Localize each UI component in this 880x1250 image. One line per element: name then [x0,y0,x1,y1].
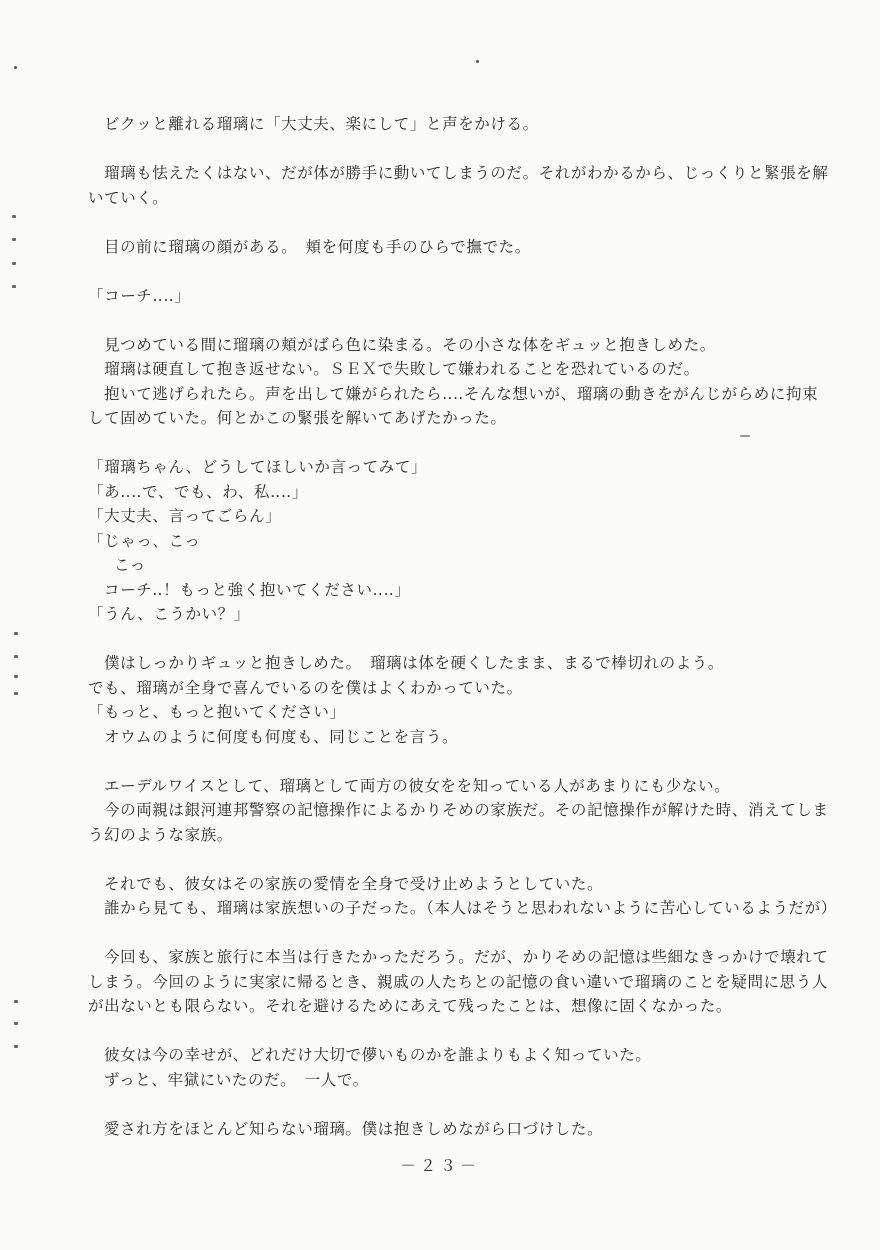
binding-mark [14,675,18,678]
page-number: －２３－ [399,1156,480,1175]
text-line: しまう。今回のように実家に帰るとき、親戚の人たちとの記憶の食い違いで瑠璃のことを疑問に思う人 [88,972,828,991]
binding-mark [12,215,16,218]
text-line: 抱いて逃げられたら。声を出して嫌がられたら‥‥そんな想いが、瑠璃の動きをがんじがらめに拘束 [104,384,819,403]
paragraph-gap [88,137,828,162]
dialogue-line: 「うん、こうかい？」 [88,605,250,623]
text-line: 誰から見ても、瑠璃は家族想いの子だった。（本人はそうと思われないように苦心しているようだが） [104,899,837,917]
text-line: ずっと、牢獄にいたのだ。 一人で。 [104,1070,369,1089]
text-line: ビクッと離れる瑠璃に「大丈夫、楽にして」と声をかける。 [104,115,539,133]
text-line: 彼女は今の幸せが、どれだけ大切で儚いものかを誰よりもよく知っていた。 [104,1046,652,1064]
paragraph-gap [88,847,828,872]
dialogue-line: 「じゃっ、こっ [88,531,201,550]
text-line: 今回も、家族と旅行に本当は行きたかっただろう。だが、かりそめの記憶は些細なきっかけで壊れて [104,948,829,966]
dialogue-line: コーチ‥！もっと強く抱いてください‥‥」 [104,580,411,599]
dialogue-line: こっ [114,556,146,574]
text-line: 目の前に瑠璃の顔がある。 頬を何度も手のひらで撫でた。 [104,237,531,256]
body-text [88,112,837,1141]
binding-mark [14,692,18,695]
dialogue-line: 「あ‥‥で、でも、わ、私‥‥」 [88,482,308,501]
binding-mark [14,1045,18,1048]
binding-mark [12,262,16,265]
text-line: 瑠璃も怯えたくはない、だが体が勝手に動いてしまうのだ。それがわかるから、じっくりと緊張を解 [104,164,829,182]
text-line: それでも、彼女はその家族の愛情を全身で受け止めようとしていた。 [104,874,604,893]
paragraph-gap [88,627,828,652]
paragraph-gap [88,259,828,284]
dialogue-line: 「コーチ‥‥」 [88,286,191,305]
text-line: 瑠璃は硬直して抱き返せない。ＳＥＸで失敗して嫌われることを恐れているのだ。 [104,360,700,378]
paragraph-gap [88,308,828,333]
paragraph-gap [88,749,828,774]
text-line: でも、瑠璃が全身で喜んでいるのを僕はよくわかっていた。 [88,678,523,697]
paragraph-gap [88,1019,828,1044]
dialogue-line: 「瑠璃ちゃん、どうしてほしいか言ってみて」 [88,458,428,476]
text-line: オウムのように何度も何度も、同じことを言う。 [104,727,459,746]
text-line: して固めていた。何とかこの緊張を解いてあげたかった。 [88,409,507,427]
paragraph-gap [88,1092,828,1117]
text-line: が出ないとも限らない。それを避けるためにあえて残ったことは、想像に固くなかった。 [88,997,733,1015]
text-line: 僕はしっかりギュッと抱きしめた。 瑠璃は体を硬くしたまま、まるで棒切れのよう。 [104,654,724,672]
binding-mark [14,1022,18,1025]
binding-mark [14,655,18,658]
paragraph-gap [88,921,828,946]
text-line: う幻のような家族。 [88,825,233,844]
scan-speck [14,66,17,69]
scan-speck [476,60,479,63]
dialogue-line: 「大丈夫、言ってごらん」 [88,507,282,525]
binding-mark [12,238,16,241]
paragraph-gap [88,210,828,235]
text-line: 見つめている間に瑠璃の頬がばら色に染まる。その小さな体をギュッと抱きしめた。 [104,335,716,354]
text-line: 今の両親は銀河連邦警察の記憶操作によるかりそめの家族だ。その記憶操作が解けた時、消えてしま [104,801,829,819]
text-line: エーデルワイスとして、瑠璃として両方の彼女をを知っている人があまりにも少ない。 [104,776,731,795]
binding-mark [14,632,18,635]
text-line: いていく。 [88,188,169,207]
binding-mark [14,1000,18,1003]
binding-mark [12,285,16,288]
text-line: 愛され方をほとんど知らない瑠璃。僕は抱きしめながら口づけした。 [104,1119,604,1138]
dialogue-line: 「もっと、もっと抱いてください」 [88,703,346,721]
paragraph-gap [88,431,828,456]
